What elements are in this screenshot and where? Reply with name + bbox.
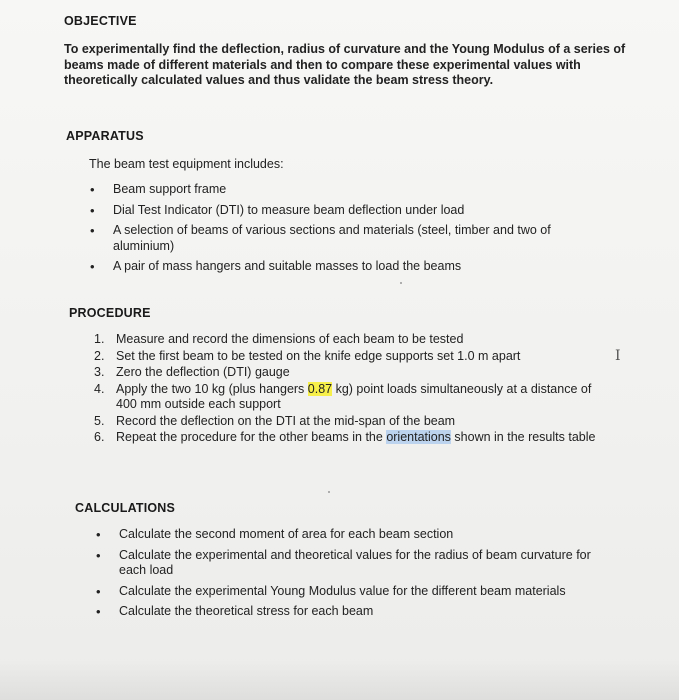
bullet-icon: • bbox=[90, 202, 95, 218]
list-item: 4. Apply the two 10 kg (plus hangers 0.87 kg) point loads simultaneously at a distance of 400 mm outside each support bbox=[94, 381, 592, 411]
list-item: 1. Measure and record the dimensions of each beam to be tested bbox=[94, 332, 464, 346]
selected-text[interactable]: orientations bbox=[386, 430, 451, 444]
calculations-heading: CALCULATIONS bbox=[75, 501, 176, 515]
list-item: • Calculate the experimental and theoretical values for the radius of beam curvature for each load bbox=[96, 547, 591, 577]
page-shadow bbox=[0, 660, 679, 700]
bullet-icon: • bbox=[90, 223, 95, 238]
objective-heading: OBJECTIVE bbox=[64, 14, 137, 28]
list-item: • Calculate the theoretical stress for each beam bbox=[96, 604, 374, 619]
objective-text: To experimentally find the deflection, radius of curvature and the Young Modulus of a series of beams made of different materials and then to compare these experimental values with theoretically calculated values and thus validate the beam stress theory. bbox=[64, 42, 626, 87]
list-item: 5. Record the deflection on the DTI at the mid-span of the beam bbox=[94, 413, 456, 428]
speck bbox=[400, 282, 402, 284]
bullet-icon: • bbox=[96, 583, 101, 599]
list-item: • A selection of beams of various sections and materials (steel, timber and two of aluminium) bbox=[90, 223, 551, 253]
text-cursor-icon: I bbox=[615, 348, 621, 364]
list-item: • Dial Test Indicator (DTI) to measure beam deflection under load bbox=[90, 202, 465, 218]
list-item: 3. Zero the deflection (DTI) gauge bbox=[94, 365, 290, 379]
apparatus-intro: The beam test equipment includes: bbox=[89, 157, 284, 171]
list-item: 2. Set the first beam to be tested on the knife edge supports set 1.0 m apart bbox=[94, 348, 521, 363]
apparatus-list bbox=[90, 182, 610, 280]
speck bbox=[328, 491, 330, 493]
highlighted-text: 0.87 bbox=[307, 381, 333, 396]
procedure-heading: PROCEDURE bbox=[69, 306, 151, 320]
bullet-icon: • bbox=[90, 259, 95, 274]
list-item: • A pair of mass hangers and suitable masses to load the beams bbox=[90, 259, 462, 274]
list-item: 6. Repeat the procedure for the other beams in the orientations shown in the results table bbox=[94, 430, 596, 444]
bullet-icon: • bbox=[96, 604, 101, 619]
list-item: • Calculate the second moment of area for each beam section bbox=[96, 527, 454, 542]
bullet-icon: • bbox=[96, 527, 101, 542]
procedure-list bbox=[94, 332, 614, 447]
apparatus-heading: APPARATUS bbox=[66, 129, 144, 143]
bullet-icon: • bbox=[90, 182, 95, 197]
calculations-list bbox=[96, 527, 616, 625]
list-item: • Calculate the experimental Young Modulus value for the different beam materials bbox=[96, 583, 566, 599]
list-item: • Beam support frame bbox=[90, 182, 227, 197]
bullet-icon: • bbox=[96, 547, 101, 563]
